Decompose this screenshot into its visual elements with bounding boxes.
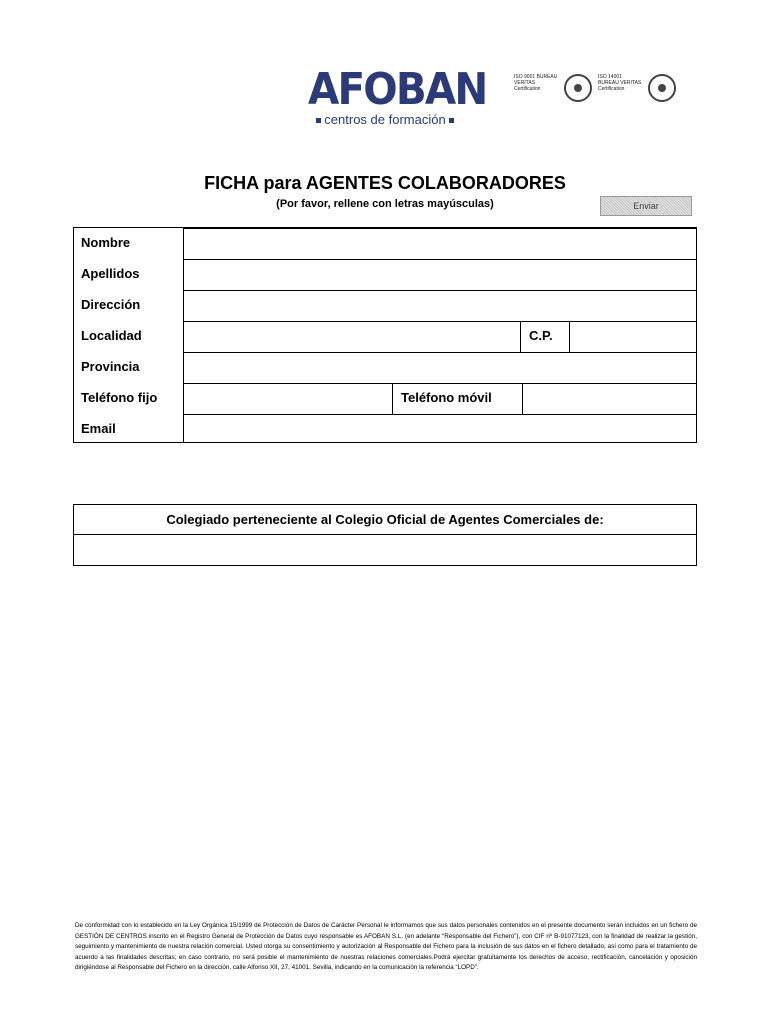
form-subtitle: (Por favor, rellene con letras mayúsculas) <box>276 198 494 210</box>
logo-subtitle-text: centros de formación <box>324 112 446 127</box>
college-heading: Colegiado perteneciente al Colegio Oficial de Agentes Comerciales de: <box>74 505 696 535</box>
legal-notice: De conformidad con lo establecido en la Ley Orgánica 15/1999 de Protección de Datos de Carácter Personal le informamos que sus datos personales contenidos en el presente documento serán incluidos en un fichero de GESTIÓN DE CENTROS inscrito en el Registro General de Protección de Datos cuyo responsable es AFOBAN S.L. (en adelante “Responsable del Fichero”), con CIF nº B-91077123, con la finalidad de realizar la gestión, seguimiento y mantenimiento de nuestra relación comercial. Usted otorga su consentimiento y autorización al Responsable del Fichero para la inclusión de sus datos en el fichero detallado, así como para el tratamiento de acuerdo a las finalidades descritas; en caso contrario, no será posible el mantenimiento de nuestras relaciones comerciales.Podrá ejercitar gratuitamente los derechos de acceso, rectificación, cancelación y oposición dirigiéndose al Responsable del Fichero en la dirección, calle Alfonso XII, 27, 41001, Sevilla, indicando en la comunicación la referencia “LOPD”. <box>75 922 697 972</box>
label-telefono-fijo: Teléfono fijo <box>81 390 158 405</box>
telefono-fijo-field[interactable] <box>183 383 393 415</box>
logo-subtitle <box>310 112 460 128</box>
form-title: FICHA para AGENTES COLABORADORES <box>204 173 566 193</box>
nombre-field[interactable] <box>183 228 697 260</box>
college-field[interactable] <box>74 535 696 565</box>
label-email: Email <box>81 421 116 436</box>
afoban-logo: AFOBAN <box>308 64 487 115</box>
send-button[interactable]: Enviar <box>600 196 692 216</box>
provincia-field[interactable] <box>183 352 697 384</box>
telefono-movil-field[interactable] <box>522 383 697 415</box>
label-direccion: Dirección <box>81 297 141 312</box>
seal-icon <box>564 74 592 102</box>
contact-form <box>73 227 697 443</box>
direccion-field[interactable] <box>183 290 697 322</box>
localidad-field[interactable] <box>183 321 521 353</box>
square-icon <box>316 118 321 123</box>
cert-left-text: ISO 9001 BUREAU VERITAS Certification <box>514 74 558 92</box>
label-telefono-movil: Teléfono móvil <box>401 390 492 405</box>
label-nombre: Nombre <box>81 235 131 250</box>
label-cp: C.P. <box>529 328 553 343</box>
square-icon <box>449 118 454 123</box>
label-provincia: Provincia <box>81 359 140 374</box>
seal-icon <box>648 74 676 102</box>
iso-9001-certification-seal <box>514 74 592 104</box>
cp-field[interactable] <box>569 321 697 353</box>
apellidos-field[interactable] <box>183 259 697 291</box>
label-apellidos: Apellidos <box>81 266 140 281</box>
email-field[interactable] <box>183 414 697 443</box>
iso-14001-certification-seal <box>598 74 676 104</box>
cert-right-text: ISO 14001 BUREAU VERITAS Certification <box>598 74 642 92</box>
college-box <box>73 504 697 566</box>
label-localidad: Localidad <box>81 328 142 343</box>
